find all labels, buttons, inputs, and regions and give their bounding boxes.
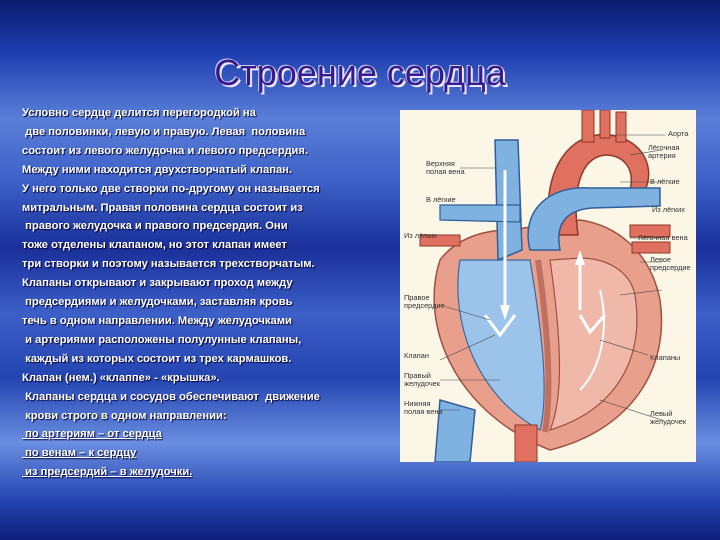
label-from-lungs-left: Из лёгких <box>404 231 437 240</box>
body-line: течь в одном направлении. Между желудочками <box>22 314 292 327</box>
body-line: крови строго в одном направлении: <box>22 409 227 422</box>
body-line: правого желудочка и правого предсердия. Они <box>22 220 288 233</box>
body-line: из предсердий – в желудочки. <box>22 466 193 479</box>
label-valve-left: Клапан <box>404 351 429 360</box>
body-line: Между ними находится двухстворчатый клапан. <box>22 163 293 176</box>
body-line: тоже отделены клапаном, но этот клапан имеет <box>22 239 287 252</box>
label-from-lungs-right: Из лёгких <box>652 205 685 214</box>
label-pulmonary-artery: Лёгочная артерия <box>648 143 680 160</box>
body-text <box>22 104 402 482</box>
body-line: У него только две створки по-другому он называется <box>22 182 320 195</box>
body-line: по венам – к сердцу <box>22 447 137 460</box>
label-right-atrium: Правое предсердие <box>404 293 445 310</box>
label-left-ventricle: Левый желудочек <box>650 409 687 426</box>
body-line: Условно сердце делится перегородкой на <box>22 107 256 119</box>
label-aorta: Аорта <box>668 129 689 138</box>
body-line: Клапаны открывают и закрывают проход между <box>22 277 293 290</box>
body-line: три створки и поэтому называется трехстворчатым. <box>22 258 315 271</box>
label-left-atrium: Левое предсердие <box>650 255 691 272</box>
body-line: по артериям – от сердца <box>22 428 162 441</box>
body-line: каждый из которых состоит из трех кармашков. <box>22 352 292 365</box>
label-right-ventricle: Правый желудочек <box>404 371 441 388</box>
label-valves-right: Клапаны <box>650 353 681 362</box>
heart-diagram <box>400 110 696 462</box>
body-line: и артериями расположены полулунные клапаны, <box>22 333 302 346</box>
body-line: Клапан (нем.) «клаппе» - «крышка». <box>22 371 220 384</box>
label-pulmonary-vein: Лёгочная вена <box>638 233 688 242</box>
slide-title: Строение сердца <box>214 52 506 93</box>
body-line: предсердиями и желудочками, заставляя кровь <box>22 296 293 309</box>
body-line: состоит из левого желудочка и левого предсердия. <box>22 144 309 157</box>
body-line: Клапаны сердца и сосудов обеспечивают движение <box>22 390 320 403</box>
label-superior-vena-cava: Верхняя полая вена <box>426 159 465 176</box>
label-to-lungs-right: В лёгкие <box>650 177 680 186</box>
body-line: митральным. Правая половина сердца состоит из <box>22 201 303 214</box>
body-line: две половинки, левую и правую. Левая половина <box>22 125 306 138</box>
label-to-lungs-left: В лёгкие <box>426 195 456 204</box>
label-inferior-vena-cava: Нижняя полая вена <box>404 399 443 416</box>
